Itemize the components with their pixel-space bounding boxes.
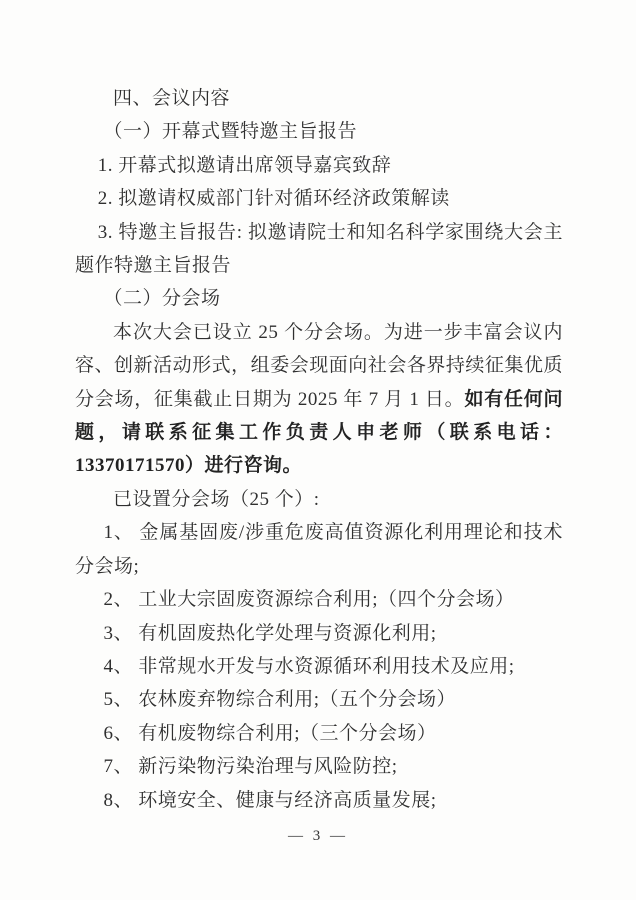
bold-text-run: 如有任何问题，请联系征集工作负责人申老师（联系电话：13370171570）进行咨询。: [75, 388, 563, 477]
text-run: 本次大会已设立 25 个分会场。为进一步丰富会议内容、创新活动形式，组委会现面向社会各界持续征集优质分会场，征集截止日期为 2025 年 7 月 1 日。: [75, 321, 563, 410]
text-run: 3、 有机固废热化学处理与资源化利用;: [103, 622, 437, 644]
paragraph: [75, 583, 563, 616]
paragraph: [75, 182, 563, 215]
text-run: 4、 非常规水开发与水资源循环利用技术及应用;: [103, 655, 515, 677]
text-run: 8、 环境安全、健康与经济高质量发展;: [103, 789, 437, 811]
paragraph: [75, 82, 563, 115]
paragraph: [75, 516, 563, 583]
document-body: [75, 82, 563, 817]
paragraph: [75, 149, 563, 182]
paragraph: [75, 650, 563, 683]
text-run: 1. 开幕式拟邀请出席领导嘉宾致辞: [97, 154, 392, 176]
paragraph: [75, 683, 563, 716]
text-run: 已设置分会场（25 个）:: [113, 488, 320, 510]
paragraph: [75, 717, 563, 750]
text-run: 5、 农林废弃物综合利用;（五个分会场）: [103, 689, 457, 711]
page-number: — 3 —: [288, 828, 348, 844]
paragraph: [75, 316, 563, 483]
paragraph: [75, 483, 563, 516]
paragraph: [75, 617, 563, 650]
text-run: 1、 金属基固废/涉重危废高值资源化利用理论和技术分会场;: [75, 522, 563, 577]
text-run: 6、 有机废物综合利用;（三个分会场）: [103, 722, 437, 744]
text-run: 2. 拟邀请权威部门针对循环经济政策解读: [97, 188, 450, 210]
text-run: 四、会议内容: [113, 88, 231, 109]
paragraph: [75, 115, 563, 148]
text-run: （二）分会场: [103, 288, 221, 310]
text-run: 7、 新污染物污染治理与风险防控;: [103, 756, 398, 778]
paragraph: [75, 750, 563, 783]
text-run: （一）开幕式暨特邀主旨报告: [103, 121, 358, 143]
paragraph: [75, 216, 563, 283]
text-run: 3. 特邀主旨报告: 拟邀请院士和知名科学家围绕大会主题作特邀主旨报告: [75, 221, 563, 277]
paragraph: [75, 282, 563, 315]
paragraph: [75, 784, 563, 817]
text-run: 2、 工业大宗固废资源综合利用;（四个分会场）: [103, 589, 515, 611]
